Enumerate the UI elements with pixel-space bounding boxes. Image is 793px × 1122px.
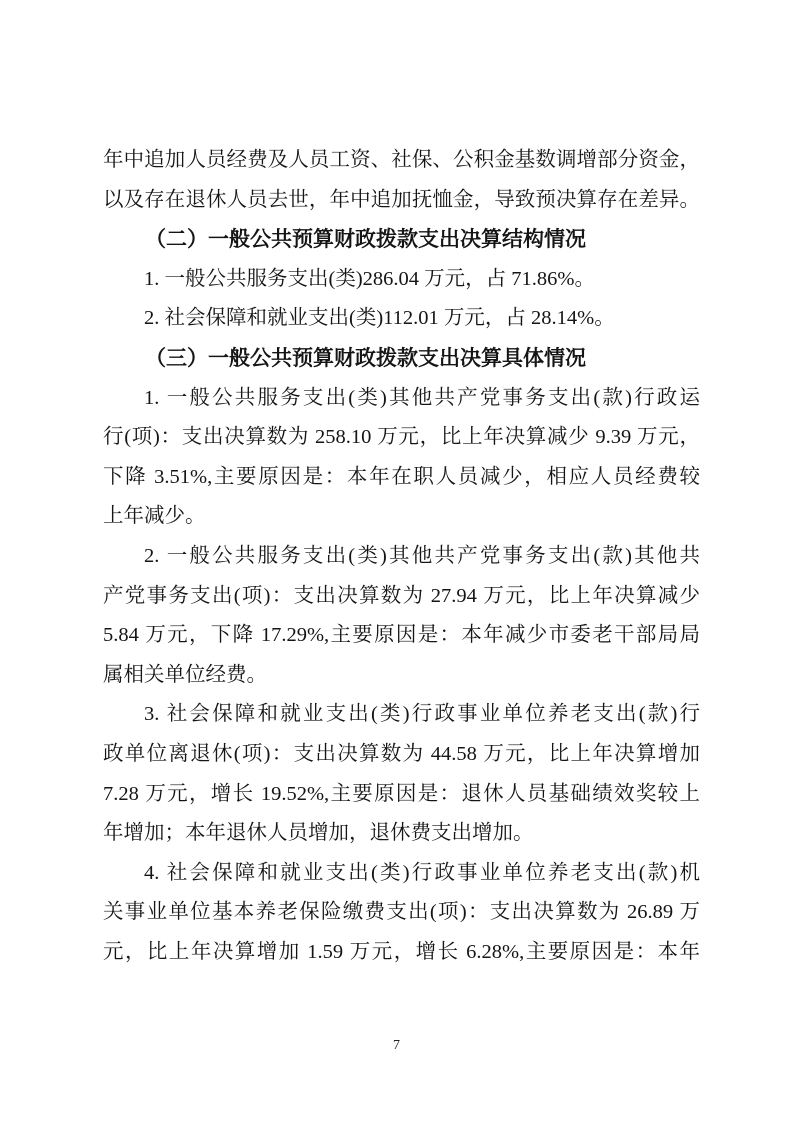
text-line: 下降 3.51%,主要原因是：本年在职人员减少，相应人员经费较: [103, 465, 700, 488]
text-line: 关事业单位基本养老保险缴费支出(项)：支出决算数为 26.89 万: [103, 901, 700, 924]
text-line: 年中追加人员经费及人员工资、社保、公积金基数调增部分资金，: [103, 149, 700, 171]
section-heading-line: （三）一般公共预算财政拨款支出决算具体情况: [145, 345, 586, 370]
text-line: 上年减少。: [103, 505, 206, 528]
text-line: 行(项)：支出决算数为 258.10 万元，比上年决算减少 9.39 万元，: [103, 426, 700, 449]
text-line: 产党事务支出(项)：支出决算数为 27.94 万元，比上年决算减少: [103, 584, 700, 607]
page-footer: [0, 1036, 793, 1054]
text-line: 以及存在退休人员去世，年中追加抚恤金，导致预决算存在差异。: [103, 188, 700, 211]
text-line: 1. 一般公共服务支出(类)其他共产党事务支出(款)行政运: [144, 386, 700, 409]
text-line: 2. 社会保障和就业支出(类)112.01 万元，占 28.14%。: [144, 307, 615, 330]
text-line: 元，比上年决算增加 1.59 万元，增长 6.28%,主要原因是：本年: [103, 940, 700, 963]
text-line: 属相关单位经费。: [103, 663, 267, 686]
text-line: 5.84 万元，下降 17.29%,主要原因是：本年减少市委老干部局局: [103, 624, 700, 647]
text-line: 3. 社会保障和就业支出(类)行政事业单位养老支出(款)行: [144, 703, 700, 726]
section-heading-line: （二）一般公共预算财政拨款支出决算结构情况: [145, 227, 586, 252]
page-number: 7: [393, 1038, 400, 1053]
text-line: 年增加；本年退休人员增加，退休费支出增加。: [103, 822, 534, 845]
text-line: 2. 一般公共服务支出(类)其他共产党事务支出(款)其他共: [144, 544, 700, 567]
document-body: [103, 141, 700, 972]
text-line: 政单位离退休(项)：支出决算数为 44.58 万元，比上年决算增加: [103, 742, 700, 765]
text-line: 1. 一般公共服务支出(类)286.04 万元，占 71.86%。: [144, 267, 595, 290]
text-line: 4. 社会保障和就业支出(类)行政事业单位养老支出(款)机: [144, 861, 700, 884]
text-line: 7.28 万元，增长 19.52%,主要原因是：退休人员基础绩效奖较上: [103, 782, 700, 805]
